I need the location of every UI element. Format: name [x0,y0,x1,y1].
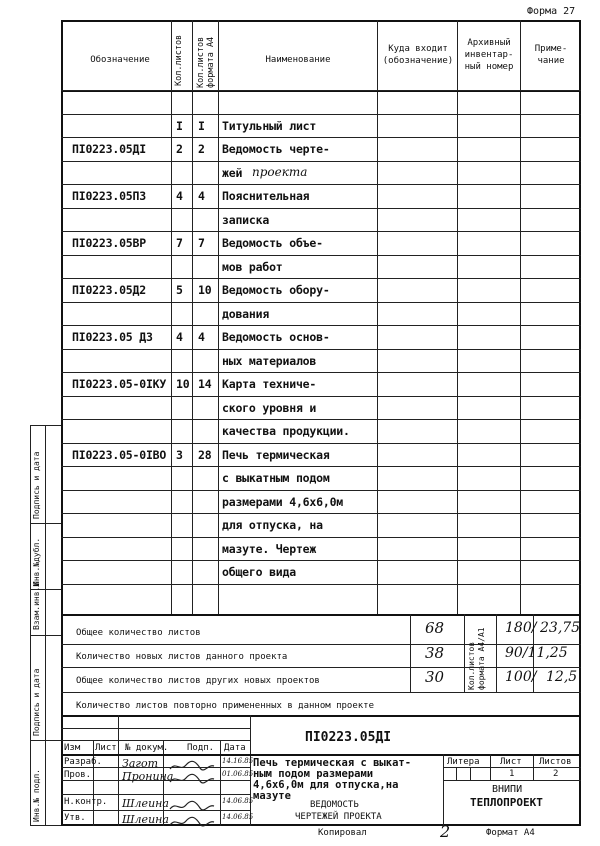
col-date: Дата [224,743,246,753]
row-name: мов работ [222,260,283,274]
side-replaced-inv: Взам.инв.№ [32,581,41,630]
title-date: 14.16.85 [222,757,254,765]
signature-scribble [168,797,216,809]
row-divider [61,161,581,162]
row-divider [61,466,581,467]
row-divider [61,513,581,514]
a4a1-header: Кол.листов формата А4/А1 [467,627,486,690]
title-description-3: 4,6х6,0м для отпуска,на [253,779,399,791]
row-designation: ПI0223.05-0IВО [72,448,167,462]
row-name: Ведомость обору- [222,283,330,297]
header-archive-1: Архивный [467,38,511,48]
title-description-2: ным подом размерами [253,768,374,780]
row-name: Ведомость черте- [222,142,330,156]
row-name: записка [222,213,270,227]
title-date: 01.06.85 [222,770,254,778]
row-sheets-count: 10 [176,377,190,391]
row-divider [61,231,581,232]
doc-title-1: ВЕДОМОСТЬ [310,800,359,810]
row-divider [61,372,581,373]
row-sheets-count: I [176,119,183,133]
row-sheets-count: 5 [176,283,183,297]
total-a4-value: 180/ [505,620,537,636]
row-divider [61,255,581,256]
other-sheets-label: Общее количество листов других новых проектов [76,676,320,686]
row-sheets-a4: 28 [198,448,212,462]
doc-title-2: ЧЕРТЕЖЕЙ ПРОЕКТА [295,812,382,822]
signature-scribble [168,770,216,782]
total-a4-value-b: 23,75 [540,620,581,636]
row-divider [61,584,581,585]
row-name: качества продукции. [222,424,350,438]
row-sheets-a4: 14 [198,377,212,391]
litera-label: Литера [447,757,480,767]
title-person: Загот [122,757,159,770]
header-note-1: Приме- [534,44,568,54]
col-sheet: Лист [95,743,117,753]
title-role: Утв. [64,813,86,823]
title-person: Пронина [122,770,174,783]
other-sheets-value: 30 [425,668,445,686]
title-description-4: мазуте [253,790,291,802]
row-divider [61,208,581,209]
side-signature-date-2: Подпись и дата [32,451,41,519]
row-divider [61,419,581,420]
title-date: 14.06.85 [222,813,254,821]
row-designation: ПI0223.05Д2 [72,283,146,297]
header-note-2: чание [537,56,565,66]
row-name: Печь термическая [222,448,330,462]
side-signature-date-1: Подпись и дата [32,668,41,736]
col-change: Изм [64,743,81,753]
total-sheets-label: Общее количество листов [76,628,201,638]
row-sheets-count: 3 [176,448,183,462]
row-name: Пояснительная [222,189,310,203]
other-a4-value: 100/ [505,669,537,685]
row-divider [61,325,581,326]
row-divider [61,396,581,397]
row-designation: ПI0223.05ПЗ [72,189,146,203]
col-signature: Подп. [187,743,215,753]
title-person: Шлеина [122,797,169,810]
form-label: Форма 27 [527,6,576,17]
row-designation: ПI0223.05 Д3 [72,330,153,344]
header-included-in-2: (обозначение) [382,56,454,66]
title-role: Н.контр. [64,797,108,807]
side-inv-duplicate: Инв.№дубл. [32,537,41,586]
row-name: мазуте. Чертеж [222,542,317,556]
row-name: ных материалов [222,354,317,368]
row-designation: ПI0223.05-0IКУ [72,377,167,391]
col-document: № докум. [125,743,169,753]
sheet-label: Лист [500,757,522,767]
row-sheets-count: 2 [176,142,183,156]
row-sheets-a4: 7 [198,236,205,250]
header-sheets-a4: Кол.листов формата А4 [196,36,216,88]
row-name: ского уровня и [222,401,317,415]
row-sheets-a4: 4 [198,189,205,203]
row-divider [61,278,581,279]
title-block-code: ПI0223.05ДI [305,730,392,745]
row-divider [61,349,581,350]
header-archive-2: инвентар- [464,50,514,60]
row-name: Ведомость объе- [222,236,323,250]
row-name: для отпуска, на [222,518,323,532]
row-name: общего вида [222,565,296,579]
row-name: Карта техниче- [222,377,317,391]
new-sheets-value: 38 [425,644,445,662]
row-name: размерами 4,6х6,0м [222,495,344,509]
copied-label: Копировал [318,828,367,838]
signature-scribble [168,813,216,825]
format-label: Формат А4 [486,828,535,838]
row-divider [61,90,581,91]
reused-sheets-label: Количество листов повторно примененных в данном проекте [76,701,375,711]
row-divider [61,137,581,138]
row-sheets-a4: 4 [198,330,205,344]
title-role: Разраб. [64,757,102,767]
row-divider [61,443,581,444]
title-date: 14.06.85 [222,797,254,805]
new-a4-value: 90/11,25 [505,645,568,661]
side-inv-original: Инв.№ подл. [32,769,41,822]
header-designation: Обозначение [90,55,150,65]
sheets-value: 2 [553,769,559,779]
copied-signature: 2 [440,822,451,841]
header-archive-3: ный номер [464,62,514,72]
row-name: Ведомость основ- [222,330,330,344]
row-designation: ПI0223.05ВР [72,236,146,250]
other-a4-value-b: 12,5 [546,669,578,685]
row-name-handwritten: проекта [252,165,308,179]
header-sheets-count: Кол.листов [174,34,184,86]
title-description-1: Печь термическая с выкат- [253,757,412,769]
org-name-1: ВНИПИ [492,784,523,795]
total-sheets-value: 68 [425,619,445,637]
row-divider [61,302,581,303]
org-name-2: ТЕПЛОПРОЕКТ [470,796,543,809]
title-role: Пров. [64,770,92,780]
row-sheets-a4: 10 [198,283,212,297]
row-name: дования [222,307,270,321]
row-name: Титульный лист [222,119,317,133]
title-person: Шлеина [122,813,169,826]
row-designation: ПI0223.05ДI [72,142,146,156]
row-sheets-a4: 2 [198,142,205,156]
row-name: жей [222,166,243,180]
new-sheets-label: Количество новых листов данного проекта [76,652,288,662]
sheets-label: Листов [539,757,572,767]
row-name: с выкатным подом [222,471,330,485]
row-sheets-count: 7 [176,236,183,250]
header-included-in-1: Куда входит [388,44,448,54]
row-sheets-count: 4 [176,189,183,203]
header-name: Наименование [265,55,331,65]
row-divider [61,490,581,491]
row-sheets-count: 4 [176,330,183,344]
row-sheets-a4: I [198,119,205,133]
row-divider [61,537,581,538]
sheet-value: 1 [509,769,515,779]
row-divider [61,114,581,115]
row-divider [61,560,581,561]
row-divider [61,184,581,185]
signature-scribble [168,757,216,769]
